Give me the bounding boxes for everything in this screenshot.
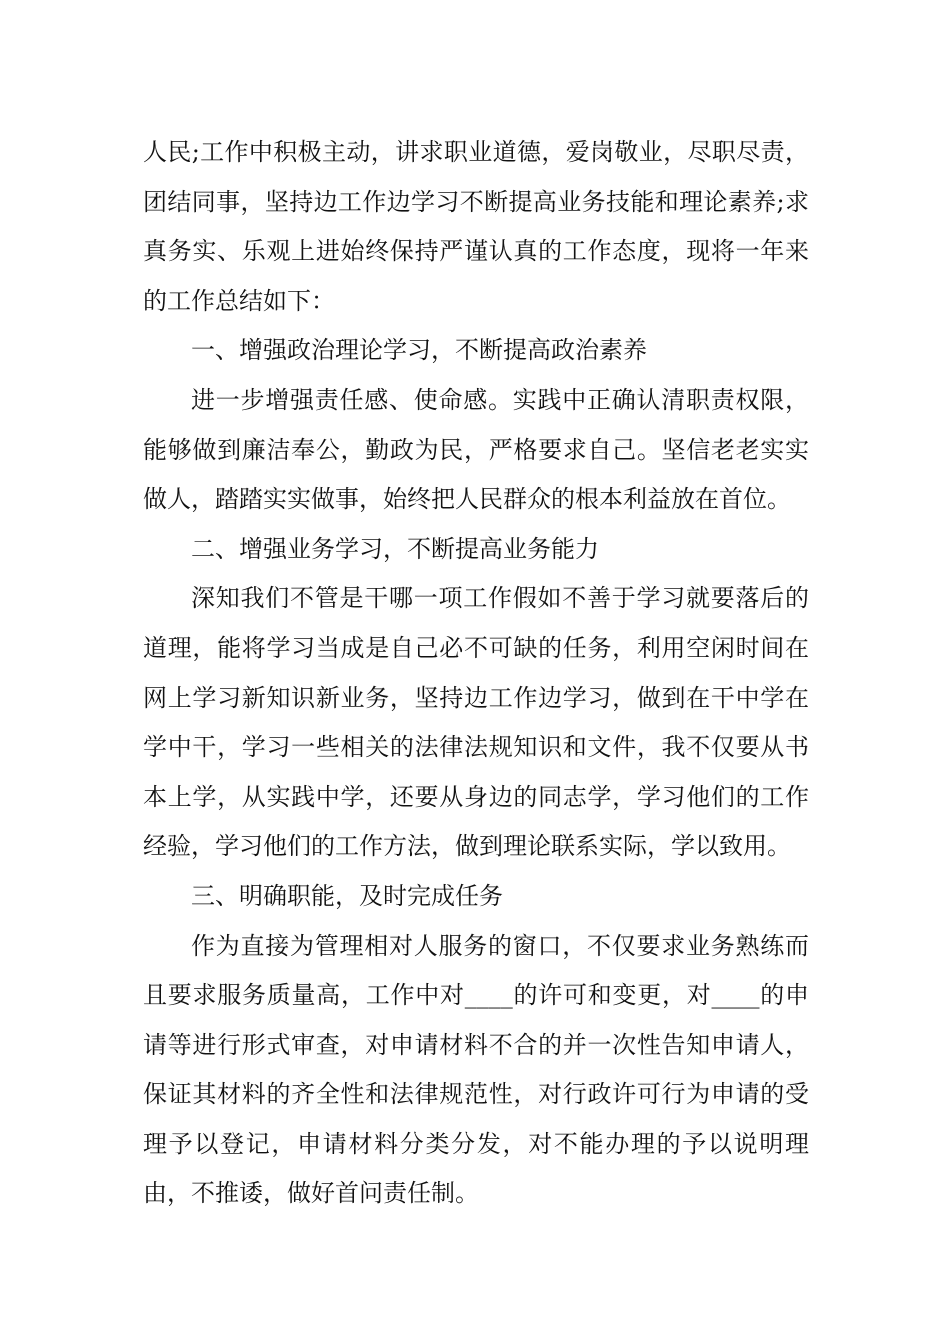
document-page [143,128,809,1219]
paragraph-section-1: 进一步增强责任感、使命感。实践中正确认清职责权限，能够做到廉洁奉公，勤政为民，严格要求自己。坚信老老实实做人，踏踏实实做事，始终把人民群众的根本利益放在首位。 [143,385,809,514]
paragraph-section-2: 深知我们不管是干哪一项工作假如不善于学习就要落后的道理，能将学习当成是自己必不可缺的任务，利用空闲时间在网上学习新知识新业务，坚持边工作边学习，做到在干中学在学中干，学习一些相关的法律法规知识和文件，我不仅要从书本上学，从实践中学，还要从身边的同志学，学习他们的工作经验，学习他们的工作方法，做到理论联系实际，学以致用。 [143,584,809,861]
section-heading-1: 一、增强政治理论学习，不断提高政治素养 [191,336,647,365]
paragraph-intro: 人民;工作中积极主动，讲求职业道德，爱岗敬业，尽职尽责，团结同事，坚持边工作边学习不断提高业务技能和理论素养;求真务实、乐观上进始终保持严谨认真的工作态度，现将一年来的工作总结如下： [143,138,809,315]
section-heading-2: 二、增强业务学习，不断提高业务能力 [191,534,599,563]
section-heading-3: 三、明确职能，及时完成任务 [191,881,503,910]
paragraph-section-3: 作为直接为管理相对人服务的窗口，不仅要求业务熟练而且要求服务质量高，工作中对____的许可和变更，对____的申请等进行形式审查，对申请材料不合的并一次性告知申请人，保证其材料的齐全性和法律规范性，对行政许可行为申请的受理予以登记，申请材料分类分发，对不能办理的予以说明理由，不推诿，做好首问责任制。 [143,931,809,1208]
